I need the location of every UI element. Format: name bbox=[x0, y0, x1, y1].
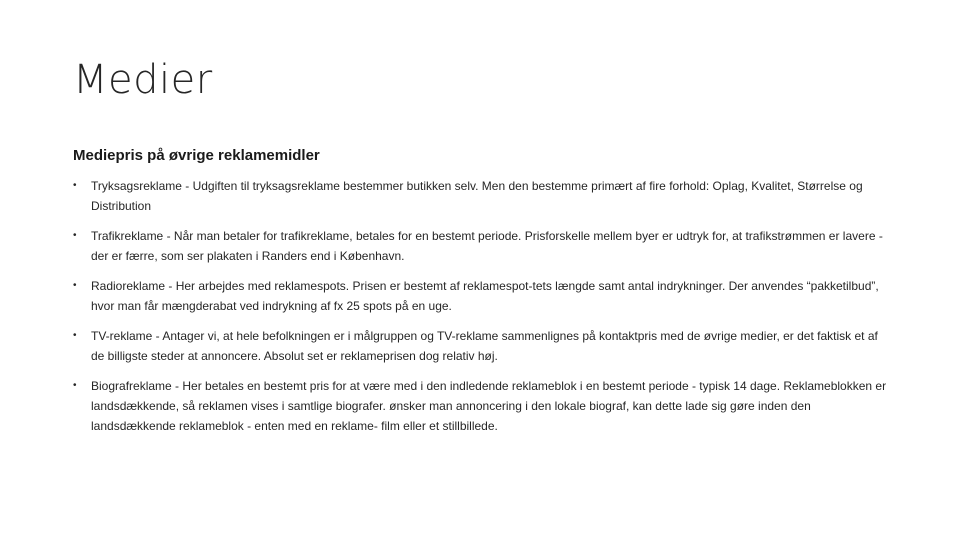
bullet-text: Trafikreklame - Når man betaler for trafikreklame, betales for en bestemt periode. Prisforskelle mellem byer er udtryk for, at trafikstrømmen er lavere - der er færre, som ser plakaten i Randers end i København. bbox=[91, 229, 883, 263]
bullet-dot-icon: • bbox=[73, 230, 77, 241]
bullet-item-tv-reklame bbox=[73, 326, 893, 366]
bullet-dot-icon: • bbox=[73, 280, 77, 291]
bullet-item-biografreklame bbox=[73, 376, 893, 436]
bullet-text: TV-reklame - Antager vi, at hele befolkningen er i målgruppen og TV-reklame sammenlignes på kontaktpris med de øvrige medier, er det faktisk et af de billigste steder at annoncere. Absolut set er reklameprisen dog relativ høj. bbox=[91, 329, 878, 363]
bullet-item-tryksagsreklame bbox=[73, 176, 893, 216]
slide-title: Medier bbox=[73, 57, 213, 103]
bullet-item-trafikreklame bbox=[73, 226, 893, 266]
bullet-text: Radioreklame - Her arbejdes med reklamespots. Prisen er bestemt af reklamespot-tets længde samt antal indrykninger. Der anvendes “pakketilbud”, hvor man får mængderabat ved indrykning af fx 25 spots på en uge. bbox=[91, 279, 879, 313]
bullet-dot-icon: • bbox=[73, 380, 77, 391]
slide-subtitle: Mediepris på øvrige reklamemidler bbox=[73, 147, 320, 164]
bullet-item-radioreklame bbox=[73, 276, 893, 316]
bullet-list bbox=[73, 176, 893, 446]
bullet-text: Tryksagsreklame - Udgiften til tryksagsreklame bestemmer butikken selv. Men den bestemme primært af fire forhold: Oplag, Kvalitet, Størrelse og Distribution bbox=[91, 179, 863, 213]
bullet-dot-icon: • bbox=[73, 180, 77, 191]
bullet-text: Biografreklame - Her betales en bestemt pris for at være med i den indledende reklameblok i en bestemt periode - typisk 14 dage. Reklameblokken er landsdækkende, så reklamen vises i samtlige biografer. ønsker man annoncering i den lokale biograf, kan dette lade sig gøre inden den landsdækkende reklameblok - enten med en reklame- film eller et stillbillede. bbox=[91, 379, 887, 433]
bullet-dot-icon: • bbox=[73, 330, 77, 341]
